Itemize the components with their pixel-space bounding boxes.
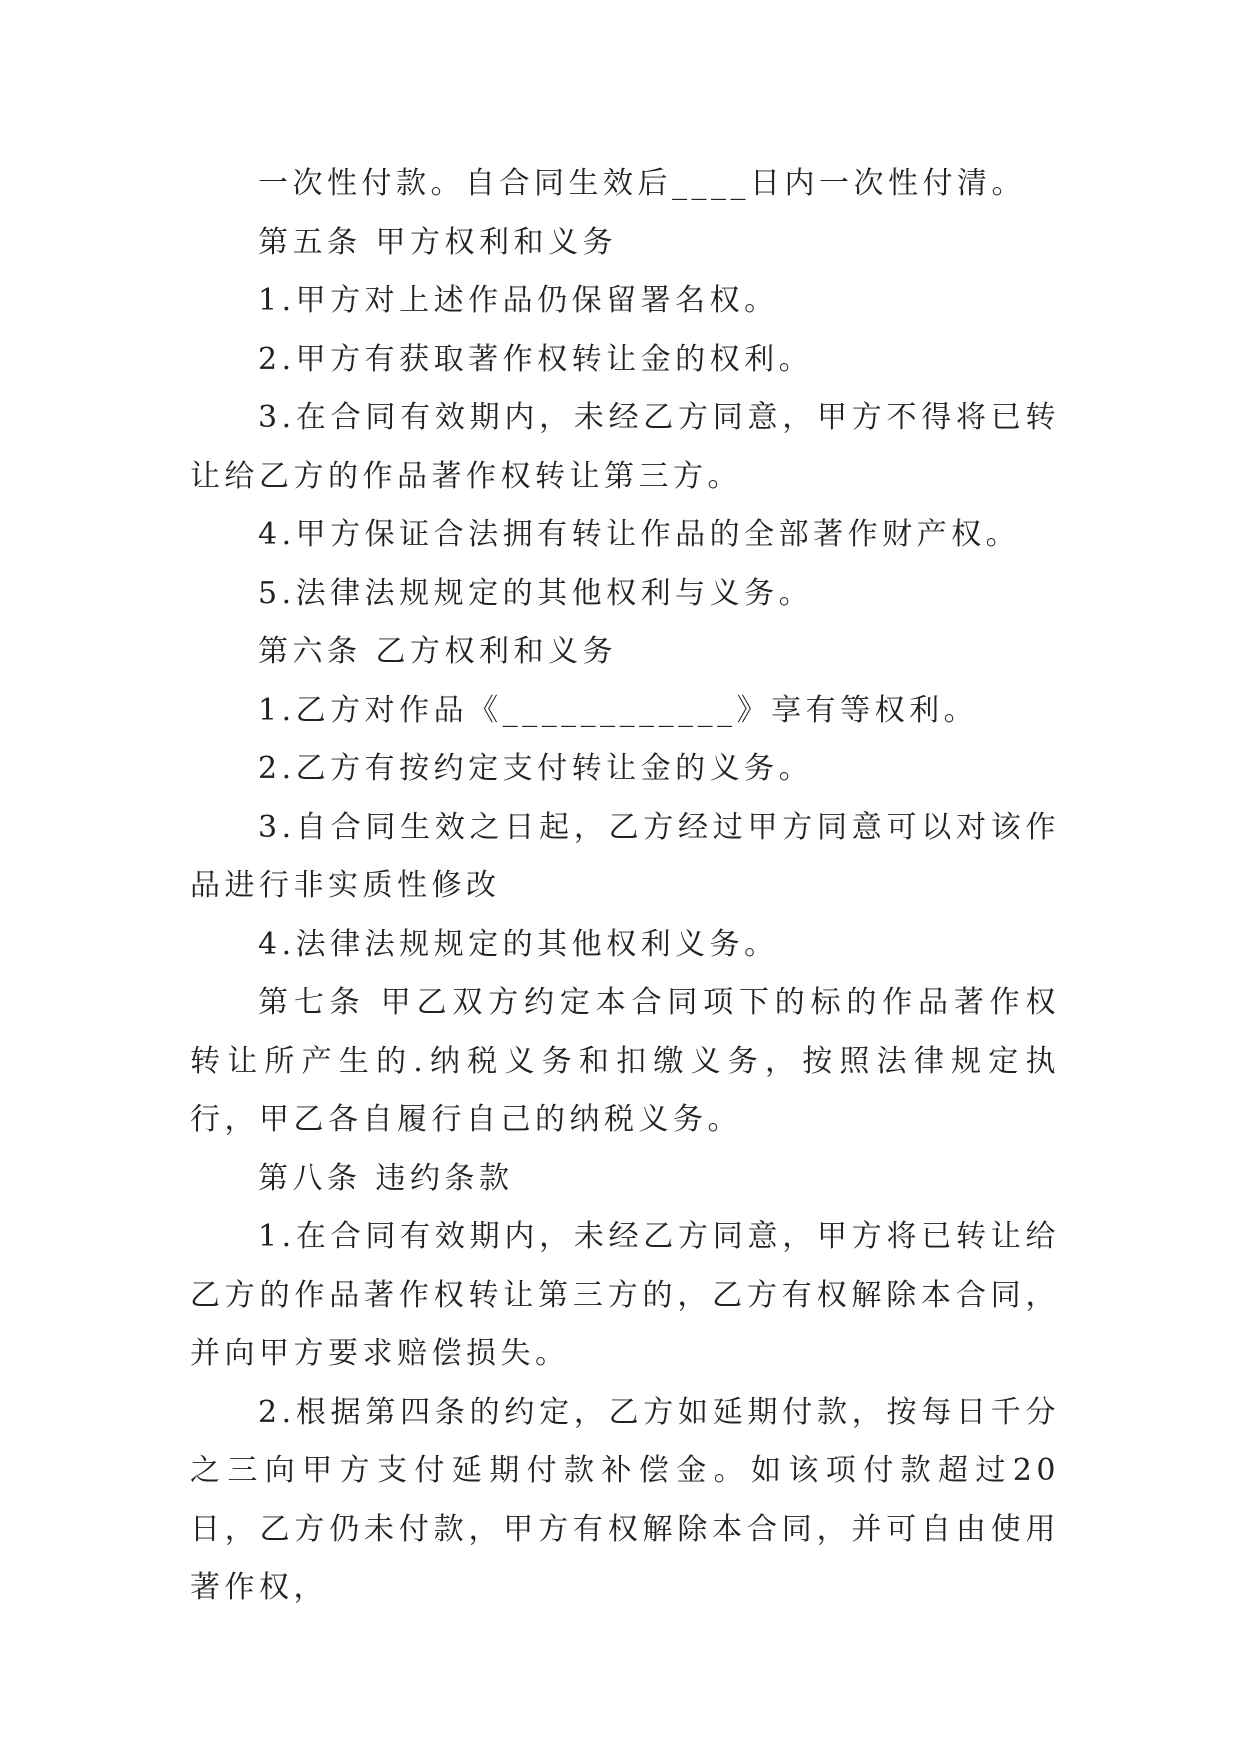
paragraph-5-1: 1.甲方对上述作品仍保留署名权。 [258, 283, 779, 318]
paragraph-6-4: 4.法律法规规定的其他权利义务。 [258, 926, 779, 962]
heading-article-5: 第五条 甲方权利和义务 [258, 224, 618, 260]
paragraph-6-3: 3.自合同生效之日起，乙方经过甲方同意可以对该作品进行非实质性修改 [190, 809, 1060, 903]
paragraph-5-4: 4.甲方保证合法拥有转让作品的全部著作财产权。 [258, 517, 1021, 552]
paragraph-payment-once: 一次性付款。自合同生效后____日内一次性付清。 [258, 166, 1026, 201]
paragraph-6-2: 2.乙方有按约定支付转让金的义务。 [258, 751, 814, 786]
paragraph-article-7: 第七条 甲乙双方约定本合同项下的标的作品著作权转让所产生的.纳税义务和扣缴义务，按照法律规定执行，甲乙各自履行自己的纳税义务。 [190, 985, 1060, 1137]
paragraph-6-1: 1.乙方对作品《____________》享有等权利。 [258, 692, 979, 728]
paragraph-5-5: 5.法律法规规定的其他权利与义务。 [258, 575, 814, 611]
paragraph-8-2: 2.根据第四条的约定，乙方如延期付款，按每日千分之三向甲方支付延期付款补偿金。如该项付款超过20日，乙方仍未付款，甲方有权解除本合同，并可自由使用著作权， [190, 1394, 1060, 1605]
paragraph-5-3: 3.在合同有效期内，未经乙方同意，甲方不得将已转让给乙方的作品著作权转让第三方。 [190, 400, 1060, 494]
document-body [190, 155, 1060, 1618]
heading-article-8: 第八条 违约条款 [258, 1160, 514, 1196]
paragraph-8-1: 1.在合同有效期内，未经乙方同意，甲方将已转让给乙方的作品著作权转让第三方的，乙方有权解除本合同，并向甲方要求赔偿损失。 [190, 1219, 1060, 1371]
paragraph-5-2: 2.甲方有获取著作权转让金的权利。 [258, 341, 814, 377]
heading-article-6: 第六条 乙方权利和义务 [258, 634, 618, 669]
